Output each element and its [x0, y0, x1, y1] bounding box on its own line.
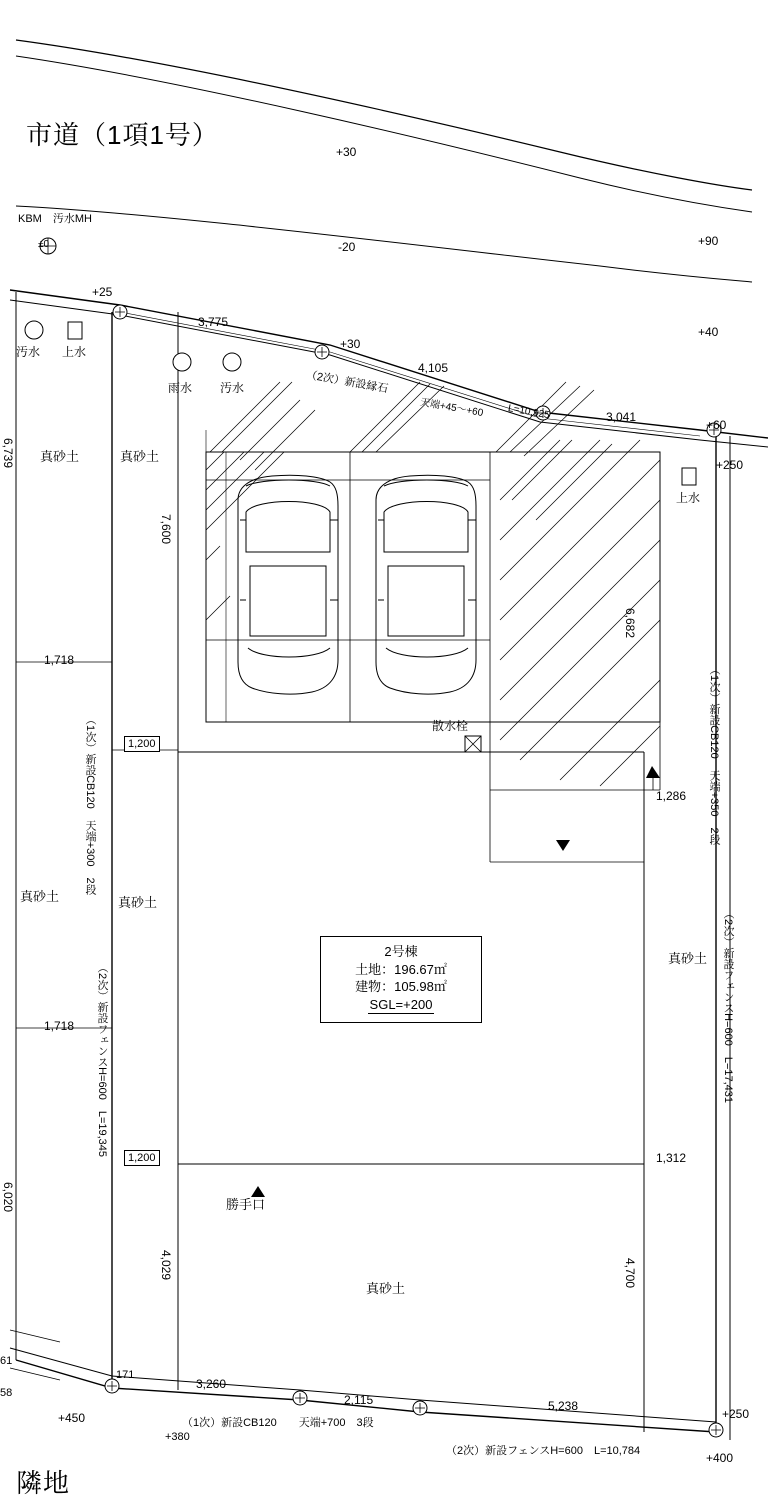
- elevation-plus250-bottom: +250: [722, 1407, 750, 1421]
- elevation-plus30-top: +30: [336, 145, 357, 159]
- dim-left-2: 1,718: [44, 653, 75, 667]
- elevation-plus40: +40: [698, 325, 719, 339]
- ground-label-1: 真砂土: [40, 449, 80, 464]
- annotation-right-fence: （2次）新設フェンスH=600 L=17,431: [722, 908, 734, 1104]
- annotation-left-cb: （1次）新設CB120 天端+300 2段: [84, 714, 96, 895]
- dim-bottom-3: 5,238: [548, 1399, 579, 1413]
- back-door-label: 勝手口: [226, 1197, 266, 1212]
- elevation-plus450: +450: [58, 1411, 86, 1425]
- dim-corner-3: 171: [116, 1369, 135, 1381]
- annotation-bottom-fence: （2次）新設フェンスH=600 L=10,784: [446, 1445, 641, 1457]
- dim-bottom-1: 3,260: [196, 1377, 227, 1391]
- elevation-plus380: +380: [165, 1431, 190, 1443]
- annotation-curb-top: 天端+45〜+60: [419, 397, 485, 420]
- ground-label-4: 真砂土: [118, 895, 158, 910]
- annotation-bottom-cb: （1次）新設CB120 天端+700 3段: [182, 1417, 374, 1429]
- annotation-curb-length: L=10,925: [507, 403, 551, 422]
- dim-bottom-2: 2,115: [344, 1393, 374, 1407]
- utility-label-osui-1: 汚水: [16, 345, 41, 359]
- elevation-plus25: +25: [92, 285, 113, 299]
- elevation-plus400: +400: [706, 1451, 734, 1465]
- dim-corner-1: 61: [0, 1355, 13, 1367]
- elevation-plus250-right: +250: [716, 458, 744, 472]
- building-info-box: [320, 936, 482, 1023]
- building-name: 2号棟: [384, 944, 418, 959]
- dim-right-4: 4,700: [623, 1258, 637, 1289]
- utility-label-josui-2: 上水: [676, 491, 701, 505]
- benchmark-value: ±0: [38, 239, 50, 250]
- utility-label-usui: 雨水: [168, 381, 193, 395]
- annotation-left-fence: （2次）新設フェンスH=600 L=19,345: [96, 962, 108, 1158]
- annotation-right-cb: （1次）新設CB120 天端+350 2段: [708, 664, 720, 845]
- bottom-partial-label: 隣地: [16, 1468, 71, 1498]
- dim-top-3: 3,041: [606, 410, 637, 424]
- land-area: 土地：196.67㎡: [355, 961, 447, 977]
- ground-label-6: 真砂土: [366, 1281, 406, 1296]
- dim-left-1: 6,739: [1, 438, 15, 469]
- utility-label-osui-2: 汚水: [220, 381, 245, 395]
- utility-label-sprinkler: 散水栓: [432, 719, 469, 733]
- road-title: 市道（1項1号）: [26, 120, 219, 150]
- annotation-curb: （2次）新設縁石: [305, 369, 389, 396]
- dim-right-3: 1,312: [656, 1151, 687, 1165]
- dim-boxed-2: 1,200: [124, 1150, 160, 1166]
- dim-inner-2: 4,029: [159, 1250, 173, 1281]
- dim-right-2: 1,286: [656, 789, 687, 803]
- elevation-plus90: +90: [698, 234, 719, 248]
- dim-right-1: 6,682: [623, 608, 637, 639]
- dim-top-2: 4,105: [418, 361, 449, 375]
- ground-label-3: 真砂土: [20, 889, 60, 904]
- back-door-marker-icon: [251, 1186, 265, 1197]
- sgl-value: SGL=+200: [368, 996, 435, 1015]
- dim-left-4: 6,020: [1, 1182, 15, 1213]
- dim-top-1: 3,775: [198, 315, 229, 329]
- dim-left-3: 1,718: [44, 1019, 75, 1033]
- dim-inner-1: 7,600: [159, 514, 173, 545]
- elevation-plus60: +60: [706, 418, 727, 432]
- ground-label-2: 真砂土: [120, 449, 160, 464]
- utility-label-josui-1: 上水: [62, 345, 87, 359]
- dim-corner-2: 58: [0, 1387, 13, 1399]
- entrance-marker-icon: [556, 840, 570, 851]
- elevation-plus30-site: +30: [340, 337, 361, 351]
- benchmark-label: KBM 汚水MH: [18, 213, 92, 225]
- ground-label-5: 真砂土: [668, 951, 708, 966]
- elevation-minus20: -20: [338, 240, 356, 254]
- building-area: 建物：105.98㎡: [355, 979, 447, 995]
- dim-boxed-1: 1,200: [124, 736, 160, 752]
